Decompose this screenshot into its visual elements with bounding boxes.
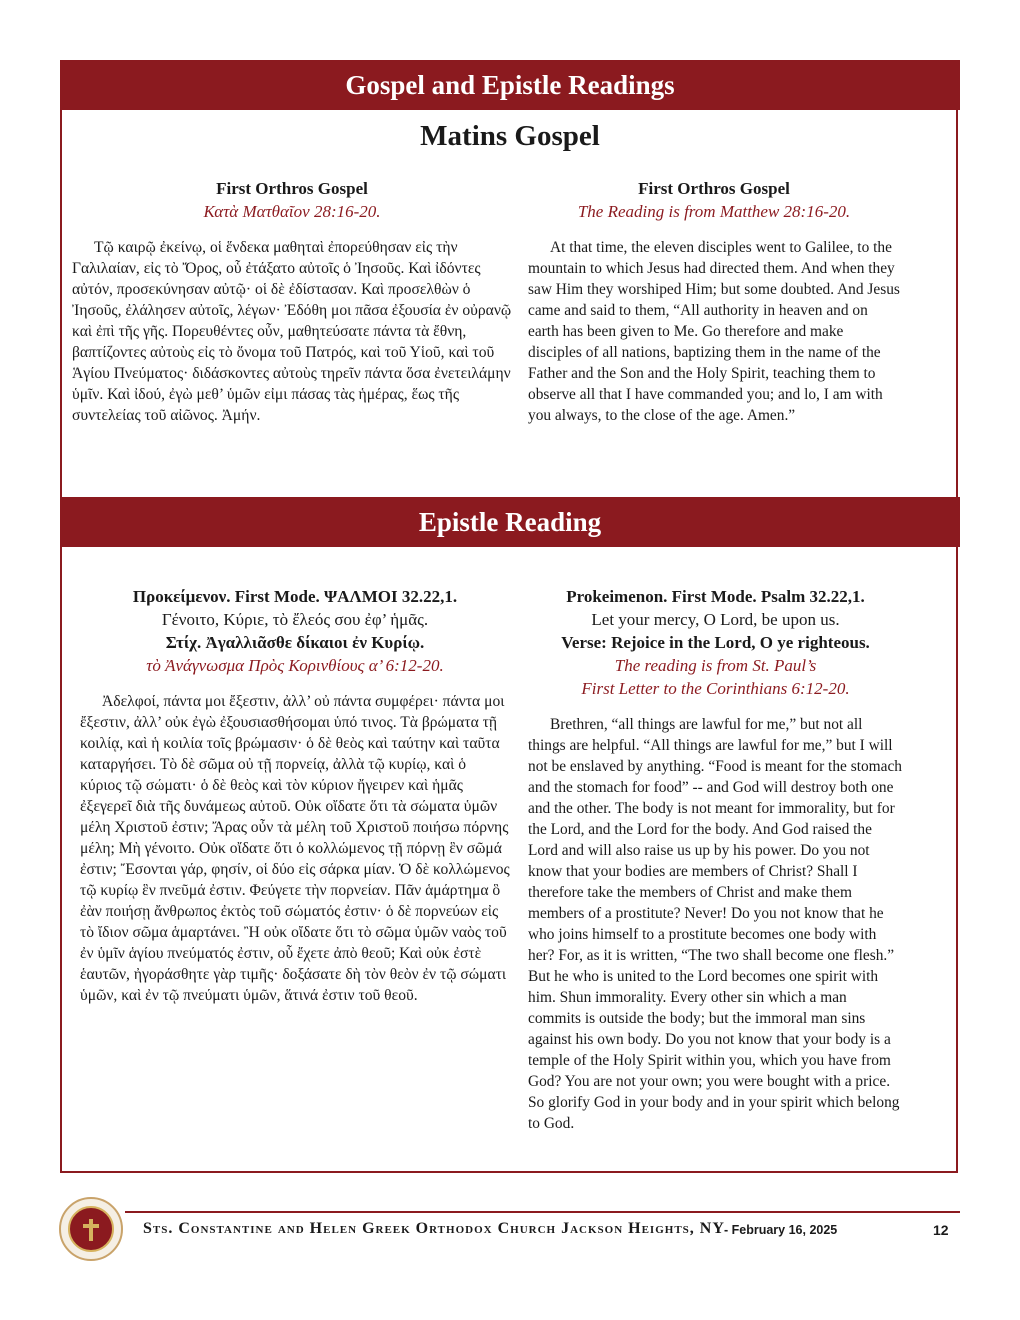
- gospel-english-text: At that time, the eleven disciples went to Galilee, to the mountain to which Jesus had directed them. And when they saw Him they worshiped Him; but some doubted. And Jesus came and said to them, “All authority in heaven and on earth has been given to Me. Go therefore and make disciples of all nations, baptizing them in the name of the Father and the Son and the Holy Spirit, teaching them to observe all that I have commanded you; and lo, I am with you always, to the close of the age. Amen.”: [528, 239, 900, 424]
- footer-divider: [125, 1211, 960, 1213]
- page-number: 12: [933, 1222, 949, 1238]
- gospel-greek-heading: First Orthros Gospel: [216, 179, 368, 198]
- epistle-english-prokeimenon: Prokeimenon. First Mode. Psalm 32.22,1.: [566, 587, 865, 606]
- epistle-greek-text: Ἀδελφοί, πάντα μοι ἔξεστιν, ἀλλ’ οὐ πάντα συμφέρει· πάντα μοι ἔξεστιν, ἀλλ’ οὐκ ἐγὼ ἐξουσιασθήσομαι ὑπό τινος. Τὰ βρώματα τῇ κοιλίᾳ, καὶ ἡ κοιλία τοῖς βρώμασιν· ὁ δὲ θεὸς καὶ ταύτην καὶ ταῦτα καταργήσει. Τὸ δὲ σῶμα οὐ τῇ πορνείᾳ, ἀλλὰ τῷ κυρίῳ, καὶ ὁ κύριος τῷ σώματι· ὁ δὲ θεὸς καὶ τὸν κύριον ἤγειρεν καὶ ἡμᾶς ἐξεγερεῖ διὰ τῆς δυνάμεως αὐτοῦ. Οὐκ οἴδατε ὅτι τὰ σώματα ὑμῶν μέλη Χριστοῦ ἐστιν; Ἄρας οὖν τὰ μέλη τοῦ Χριστοῦ ποιήσω πόρνης μέλη; Μὴ γένοιτο. Οὐκ οἴδατε ὅτι ὁ κολλώμενος τῇ πόρνῃ ἓν σῶμά ἐστιν; Ἔσονται γάρ, φησίν, οἱ δύο εἰς σάρκα μίαν. Ὁ δὲ κολλώμενος τῷ κυρίῳ ἓν πνεῦμά ἐστιν. Φεύγετε τὴν πορνείαν. Πᾶν ἁμάρτημα ὃ ἐὰν ποιήσῃ ἄνθρωπος ἐκτὸς τοῦ σώματός ἐστιν· ὁ δὲ πορνεύων εἰς τὸ ἴδιον σῶμα ἁμαρτάνει. Ἢ οὐκ οἴδατε ὅτι τὸ σῶμα ὑμῶν ναὸς τοῦ ἐν ὑμῖν ἁγίου πνεύματός ἐστιν, οὗ ἔχετε ἀπὸ θεοῦ; Καὶ οὐκ ἐστὲ ἑαυτῶν, ἠγοράσθητε γὰρ τιμῆς· δοξάσατε δὴ τὸν θεὸν ἐν τῷ σώματι ὑμῶν, καὶ ἐν τῷ πνεύματι ὑμῶν, ἅτινά ἐστιν τοῦ θεοῦ.: [80, 693, 510, 1004]
- section-title-epistle: Epistle Reading: [60, 497, 960, 547]
- epistle-greek-column: [80, 585, 510, 1006]
- cross-icon: [89, 1219, 93, 1241]
- gospel-greek-column: [72, 177, 512, 426]
- section-title-gospel-epistle: Gospel and Epistle Readings: [60, 60, 960, 110]
- gospel-greek-reference: Κατὰ Ματθαῖον 28:16-20.: [203, 202, 381, 221]
- epistle-english-verse2: Verse: Rejoice in the Lord, O ye righteous.: [561, 633, 870, 652]
- gospel-greek-text: Τῷ καιρῷ ἐκείνῳ, οἱ ἕνδεκα μαθηταὶ ἐπορεύθησαν εἰς τὴν Γαλιλαίαν, εἰς τὸ Ὄρος, οὗ ἐτάξατο αὐτοῖς ὁ Ἰησοῦς. Καὶ ἰδόντες αὐτόν, προσεκύνησαν αὐτῷ· οἱ δὲ ἐδίστασαν. Καὶ προσελθὼν ὁ Ἰησοῦς, ἐλάλησεν αὐτοῖς, λέγων· Ἐδόθη μοι πᾶσα ἐξουσία ἐν οὐρανῷ καὶ ἐπὶ τῆς γῆς. Πορευθέντες οὖν, μαθητεύσατε πάντα τὰ ἔθνη, βαπτίζοντες αὐτοὺς εἰς τὸ ὄνομα τοῦ Πατρός, καὶ τοῦ Υἱοῦ, καὶ τοῦ Ἁγίου Πνεύματος· διδάσκοντες αὐτοὺς τηρεῖν πάντα ὅσα ἐνετειλάμην ὑμῖν. Καὶ ἰδού, ἐγὼ μεθ’ ὑμῶν εἰμι πάσας τὰς ἡμέρας, ἕως τῆς συντελείας τοῦ αἰῶνος. Ἀμήν.: [72, 239, 512, 424]
- epistle-english-reference-line2: First Letter to the Corinthians 6:12-20.: [581, 679, 850, 698]
- footer-date: - February 16, 2025: [724, 1223, 838, 1237]
- matins-gospel-heading: Matins Gospel: [420, 120, 600, 152]
- epistle-english-text: Brethren, “all things are lawful for me,” but not all things are helpful. “All things are lawful for me,” but I will not be enslaved by anything. “Food is meant for the stomach and the stomach for food” -- and God will destroy both one and the other. The body is not meant for immorality, but for the Lord, and the Lord for the body. And God raised the Lord and will also raise us up by his power. Do you not know that your bodies are members of Christ? Shall I therefore take the members of Christ and make them members of a prostitute? Never! Do you not know that he who joins himself to a prostitute becomes one body with her? For, as it is written, “The two shall become one flesh.” But he who is united to the Lord becomes one spirit with him. Shun immorality. Every other sin which a man commits is outside the body; but the immoral man sins against his own body. Do you not know that your body is a temple of the Holy Spirit within you, which you have from God? You are not your own; you were bought with a price. So glorify God in your body and in your spirit which belong to God.: [528, 716, 902, 1132]
- church-seal-icon: [59, 1197, 123, 1261]
- gospel-english-reference: The Reading is from Matthew 28:16-20.: [577, 202, 851, 221]
- epistle-english-verse1: Let your mercy, O Lord, be upon us.: [591, 610, 840, 629]
- cross-bar: [83, 1224, 99, 1228]
- gospel-english-column: [528, 177, 900, 426]
- epistle-greek-verse1: Γένοιτο, Κύριε, τὸ ἔλεός σου ἐφ’ ἡμᾶς.: [161, 610, 429, 629]
- epistle-greek-verse2: Στίχ. Ἀγαλλιᾶσθε δίκαιοι ἐν Κυρίῳ.: [165, 633, 425, 652]
- gospel-english-heading: First Orthros Gospel: [638, 179, 790, 198]
- epistle-english-column: [528, 585, 903, 1134]
- epistle-english-reference-line1: The reading is from St. Paul’s: [614, 656, 817, 675]
- epistle-greek-reference: τὸ Ἀνάγνωσμα Πρὸς Κορινθίους α’ 6:12-20.: [146, 656, 444, 675]
- footer-church-name: Sts. Constantine and Helen Greek Orthodox Church Jackson Heights, NY: [143, 1220, 725, 1237]
- seal-inner: [68, 1206, 114, 1252]
- epistle-greek-prokeimenon: Προκείμενον. First Mode. ΨΑΛΜΟΙ 32.22,1.: [132, 587, 458, 606]
